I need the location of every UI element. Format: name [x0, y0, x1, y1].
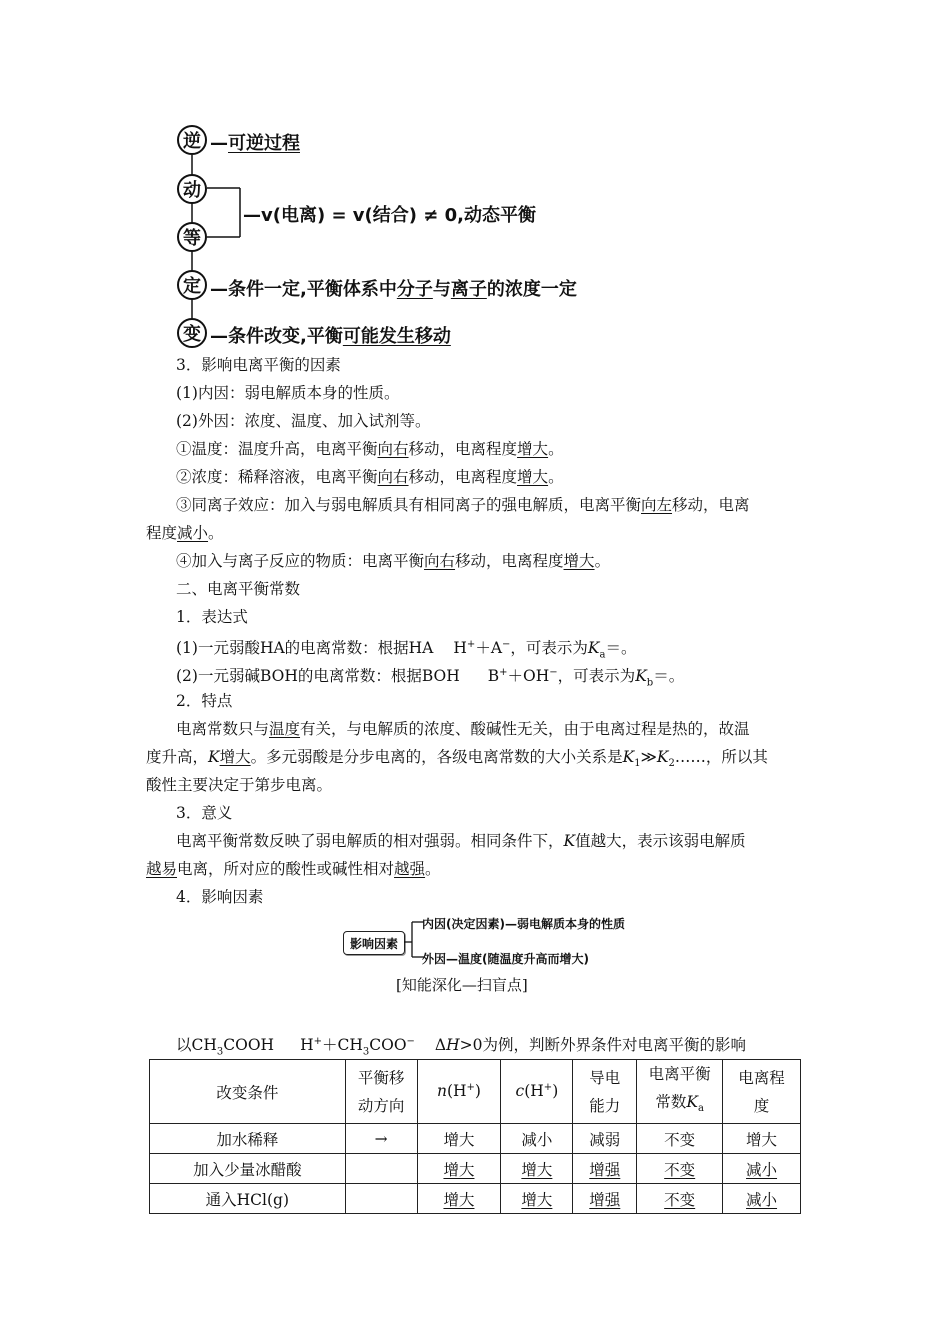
text-line: 电离平衡常数反映了弱电解质的相对强弱。相同条件下，K值越大，表示该弱电解质: [176, 832, 746, 850]
header-cell: 导电 能力: [573, 1060, 637, 1124]
table-cell: 不变: [637, 1154, 723, 1184]
node-deng: 等: [177, 222, 207, 252]
table-cell: 增大: [417, 1154, 501, 1184]
header-cell: n(H+): [417, 1060, 501, 1124]
node-ding-text: —条件一定,平衡体系中分子与离子的浓度一定: [210, 279, 577, 300]
text-line: 越易电离，所对应的酸性或碱性相对越强。: [146, 860, 441, 878]
node-ni-text: —可逆过程: [210, 133, 300, 154]
table-cell: 加入少量冰醋酸: [150, 1154, 346, 1184]
header-cell: c(H+): [501, 1060, 573, 1124]
node-dong: 动: [177, 174, 207, 204]
node-bian-text: —条件改变,平衡可能发生移动: [210, 326, 451, 347]
subsection-title: 1．表达式: [176, 608, 248, 626]
table-cell: 通入HCl(g): [150, 1184, 346, 1214]
table-row: [150, 1184, 801, 1214]
table-cell: 加水稀释: [150, 1124, 346, 1154]
text-line: 程度减小。: [146, 524, 224, 542]
table-cell: 增大: [501, 1184, 573, 1214]
table-cell: →: [345, 1124, 417, 1154]
table-cell: 不变: [637, 1124, 723, 1154]
factor-internal: 内因(决定因素)—弱电解质本身的性质: [422, 917, 625, 931]
header-cell: 电离平衡 常数$K_a$: [637, 1060, 723, 1124]
header-cell: 平衡移 动方向: [345, 1060, 417, 1124]
table-cell: [345, 1184, 417, 1214]
factor-external: 外因—温度(随温度升高而增大): [422, 952, 589, 966]
text-line: ④加入与离子反应的物质：电离平衡向右移动，电离程度增大。: [176, 552, 611, 570]
table-row: [150, 1154, 801, 1184]
deepen-heading: [知能深化—扫盲点]: [396, 976, 528, 994]
text-line: 度升高，K增大。多元弱酸是分步电离的，各级电离常数的大小关系是$K_1≫K_2\dots\dots$，所以其: [146, 748, 768, 770]
node-ni: 逆: [177, 125, 207, 155]
table-header-row: [150, 1060, 801, 1124]
table-cell: 增大: [723, 1124, 801, 1154]
header-cell: 电离程 度: [723, 1060, 801, 1124]
table-intro: 以$CH_3COOH$ $H^++CH_3COO^-$ ΔH>0为例，判断外界条件对电离平衡的影响: [176, 1036, 747, 1058]
table-cell: 增大: [417, 1124, 501, 1154]
section-title: 3．影响电离平衡的因素: [176, 356, 341, 374]
table-cell: 减弱: [573, 1124, 637, 1154]
subsection-title: 4．影响因素: [176, 888, 264, 906]
text-line: ②浓度：稀释溶液，电离平衡向右移动，电离程度增大。: [176, 468, 564, 486]
table-cell: 增强: [573, 1184, 637, 1214]
subsection-title: 2．特点: [176, 692, 233, 710]
expression-line: (1)一元弱酸HA的电离常数：根据HA H+＋A−，可表示为$K_a=$。: [176, 639, 637, 661]
equilibrium-table: [149, 1059, 801, 1214]
text-line: (1)内因：弱电解质本身的性质。: [176, 384, 400, 402]
table-row: [150, 1124, 801, 1154]
text-line: (2)外因：浓度、温度、加入试剂等。: [176, 412, 431, 430]
mindmap-lines: [0, 0, 950, 360]
expression-line: (2)一元弱碱BOH的电离常数：根据BOH B+＋OH−，可表示为$K_b=$。: [176, 667, 685, 689]
section-title: 二、电离平衡常数: [176, 580, 301, 598]
table-cell: 减小: [723, 1184, 801, 1214]
table-cell: 不变: [637, 1184, 723, 1214]
table-cell: 增大: [417, 1184, 501, 1214]
text-line: 电离常数只与温度有关，与电解质的浓度、酸碱性无关，由于电离过程是热的，故温: [176, 720, 750, 738]
table-cell: [345, 1154, 417, 1184]
subsection-title: 3．意义: [176, 804, 233, 822]
header-cell: 改变条件: [150, 1060, 346, 1124]
node-ding: 定: [177, 270, 207, 300]
text-line: ①温度：温度升高，电离平衡向右移动，电离程度增大。: [176, 440, 564, 458]
text-line: 酸性主要决定于第步电离。: [146, 776, 333, 794]
table-cell: 增强: [573, 1154, 637, 1184]
node-bian: 变: [177, 318, 207, 348]
node-dong-deng-text: —v(电离) = v(结合) ≠ 0,动态平衡: [243, 205, 536, 226]
text-line: ③同离子效应：加入与弱电解质具有相同离子的强电解质，电离平衡向左移动，电离: [176, 496, 750, 514]
table-cell: 减小: [501, 1124, 573, 1154]
table-cell: 增大: [501, 1154, 573, 1184]
table-cell: 减小: [723, 1154, 801, 1184]
factors-box: 影响因素: [343, 931, 405, 955]
